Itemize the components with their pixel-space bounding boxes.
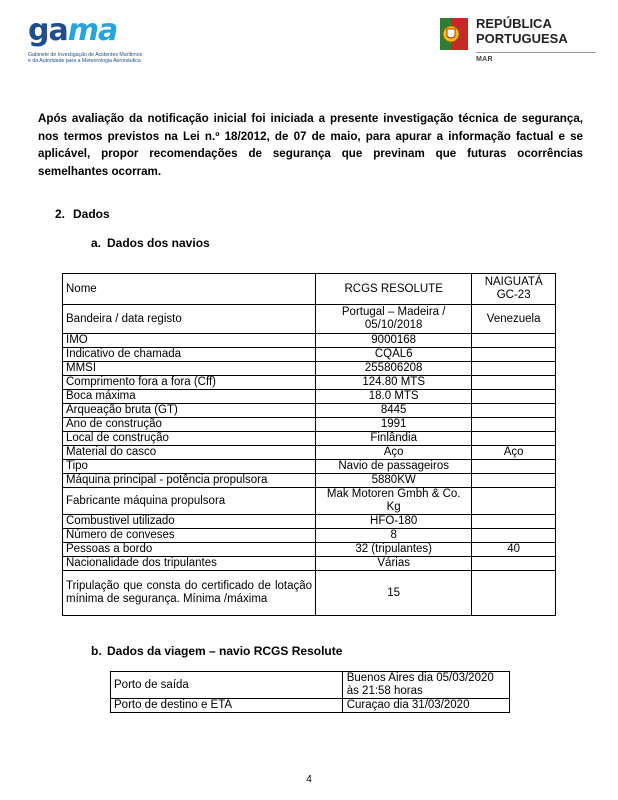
table-cell: Ano de construção [63, 418, 316, 432]
gama-wordmark-accent: ma [67, 13, 118, 48]
table-row [63, 515, 556, 529]
table-cell: 8445 [316, 404, 472, 418]
gama-subtitle [28, 52, 178, 65]
table-cell: Aço [472, 446, 556, 460]
table-cell: 15 [316, 571, 472, 616]
table-cell: Tipo [63, 460, 316, 474]
table-cell: 18.0 MTS [316, 390, 472, 404]
trip-data-table [110, 671, 510, 713]
table-cell: Várias [316, 557, 472, 571]
table-row [63, 404, 556, 418]
table-cell: Finlândia [316, 432, 472, 446]
table-row [63, 488, 556, 515]
table-cell: Fabricante máquina propulsora [63, 488, 316, 515]
republica-ministry: MAR [476, 56, 493, 63]
table-row [63, 362, 556, 376]
table-cell: Comprimento fora a fora (Cff) [63, 376, 316, 390]
table-cell: 1991 [316, 418, 472, 432]
table-row [111, 672, 510, 699]
table-cell: Navio de passageiros [316, 460, 472, 474]
table-cell: Porto de destino e ETA [111, 699, 343, 713]
gama-wordmark: gama [28, 13, 118, 48]
section-2-title: Dados [73, 207, 110, 221]
table-cell: RCGS RESOLUTE [316, 274, 472, 305]
table-cell: Venezuela [472, 305, 556, 334]
gama-subtitle-line2: e da Autoridade para a Meteorologia Aeronáutica [28, 58, 141, 65]
table-cell: Pessoas a bordo [63, 543, 316, 557]
table-cell [472, 418, 556, 432]
table-row [63, 571, 556, 616]
section-a-heading [91, 236, 210, 250]
table-cell [472, 376, 556, 390]
table-cell: Bandeira / data registo [63, 305, 316, 334]
intro-paragraph: Após avaliação da notificação inicial foi iniciada a presente investigação técnica de segurança, nos termos previstos na Lei n.º 18/2012, de 07 de maio, para apurar a informação factual e se aplicável, propor recomendações de segurança que previnam que futuras ocorrências semelhantes ocorram. [38, 112, 583, 178]
section-b-heading [91, 644, 342, 658]
table-cell [472, 474, 556, 488]
table-row [63, 376, 556, 390]
table-cell [472, 362, 556, 376]
republica-portuguesa-logo [440, 14, 600, 74]
table-cell [472, 432, 556, 446]
table-cell: Tripulação que consta do certificado de lotação mínima de segurança. Mínima /máxima [63, 571, 316, 616]
table-cell [472, 515, 556, 529]
table-cell: Nome [63, 274, 316, 305]
table-cell: 32 (tripulantes) [316, 543, 472, 557]
republica-text [476, 16, 568, 46]
table-cell: Curaçao dia 31/03/2020 [342, 699, 509, 713]
gama-logo [28, 14, 178, 74]
table-cell [472, 529, 556, 543]
portugal-emblem-icon [440, 14, 468, 54]
page-number: 4 [306, 774, 312, 785]
table-cell: Boca máxima [63, 390, 316, 404]
section-b-title: Dados da viagem – navio RCGS Resolute [107, 644, 343, 658]
table-row [63, 418, 556, 432]
republica-divider [476, 52, 596, 53]
table-cell: Indicativo de chamada [63, 348, 316, 362]
table-cell: IMO [63, 334, 316, 348]
table-cell [472, 571, 556, 616]
republica-line2: PORTUGUESA [476, 31, 568, 46]
table-row [63, 474, 556, 488]
table-row [63, 529, 556, 543]
table-row [63, 305, 556, 334]
table-cell [472, 334, 556, 348]
table-row [63, 446, 556, 460]
table-cell [472, 488, 556, 515]
table-cell [472, 557, 556, 571]
table-row [63, 432, 556, 446]
table-cell: Buenos Aires dia 05/03/2020 às 21:58 horas [342, 672, 509, 699]
table-cell: Nacionalidade dos tripulantes [63, 557, 316, 571]
gama-subtitle-line1: Gabinete de Investigação de Acidentes Marítimos [28, 52, 143, 58]
table-row [63, 348, 556, 362]
republica-line1: REPÚBLICA [476, 16, 552, 31]
table-cell [472, 348, 556, 362]
table-cell: HFO-180 [316, 515, 472, 529]
table-cell: Número de conveses [63, 529, 316, 543]
table-cell: Mak Motoren Gmbh & Co. Kg [316, 488, 472, 515]
table-row [63, 390, 556, 404]
table-cell: Portugal – Madeira / 05/10/2018 [316, 305, 472, 334]
table-cell: 5880KW [316, 474, 472, 488]
table-cell: Local de construção [63, 432, 316, 446]
table-cell: NAIGUATÁ GC-23 [472, 274, 556, 305]
table-cell: Aço [316, 446, 472, 460]
table-row [111, 699, 510, 713]
table-cell: CQAL6 [316, 348, 472, 362]
table-cell: Porto de saída [111, 672, 343, 699]
section-2-heading [55, 207, 110, 221]
table-row [63, 274, 556, 305]
section-a-title: Dados dos navios [107, 236, 210, 250]
table-cell: 40 [472, 543, 556, 557]
table-row [63, 334, 556, 348]
section-2-number: 2. [55, 207, 66, 221]
table-row [63, 460, 556, 474]
ships-data-table [62, 273, 556, 616]
table-cell: Material do casco [63, 446, 316, 460]
table-row [63, 557, 556, 571]
table-cell [472, 390, 556, 404]
table-cell: 8 [316, 529, 472, 543]
section-a-number: a. [91, 236, 102, 250]
table-cell: Arqueação bruta (GT) [63, 404, 316, 418]
table-cell: 9000168 [316, 334, 472, 348]
table-cell: MMSI [63, 362, 316, 376]
table-cell: Combustivel utilizado [63, 515, 316, 529]
table-cell: Máquina principal - potência propulsora [63, 474, 316, 488]
section-b-number: b. [91, 644, 102, 658]
table-row [63, 543, 556, 557]
table-cell: 255806208 [316, 362, 472, 376]
table-cell: 124.80 MTS [316, 376, 472, 390]
table-cell [472, 460, 556, 474]
table-cell [472, 404, 556, 418]
